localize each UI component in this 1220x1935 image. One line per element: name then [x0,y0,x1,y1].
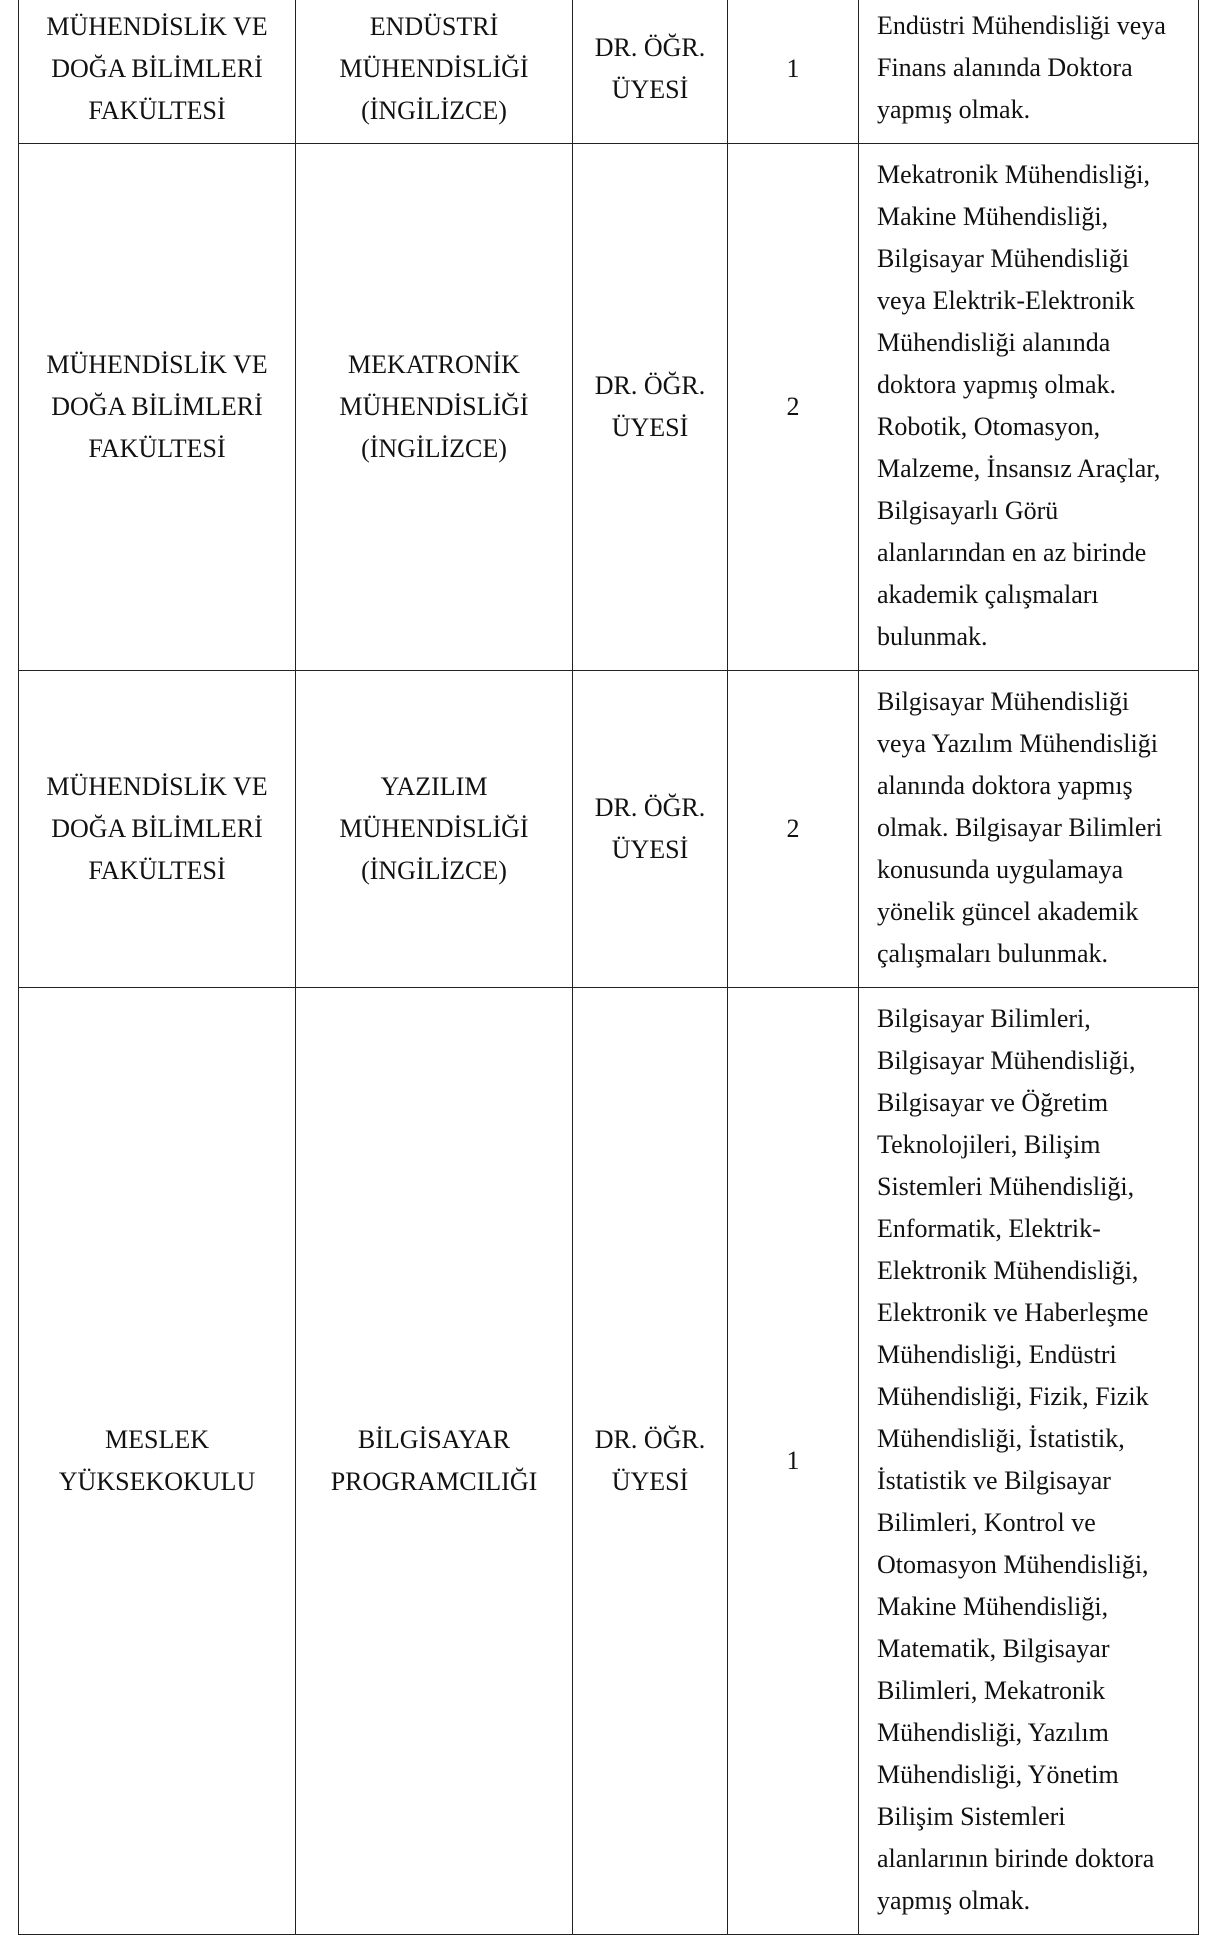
requirement-text: Mekatronik Mühendisliği, [877,160,1150,189]
positions-table [18,0,1199,1935]
title-cell [573,988,728,1935]
faculty-cell [19,0,296,144]
faculty-text: DOĞA BİLİMLERİ [51,814,263,843]
requirement-text: akademik çalışmaları [877,580,1099,609]
requirement-text: Endüstri Mühendisliği veya [877,11,1166,40]
department-cell [296,0,573,144]
requirement-text: Mühendisliği alanında [877,328,1111,357]
requirement-text: Malzeme, İnsansız Araçlar, [877,454,1161,483]
department-text: PROGRAMCILIĞI [330,1467,538,1496]
requirement-text: Finans alanında Doktora [877,53,1133,82]
table-row [19,144,1199,671]
faculty-text: DOĞA BİLİMLERİ [51,392,263,421]
requirement-text: Bilgisayar ve Öğretim [877,1088,1109,1117]
count-text: 2 [786,814,800,843]
requirement-text: Makine Mühendisliği, [877,1592,1109,1621]
faculty-cell [19,988,296,1935]
department-text: ENDÜSTRİ [369,12,499,41]
department-text: (İNGİLİZCE) [361,856,507,885]
requirement-text: Bilgisayar Bilimleri, [877,1004,1091,1033]
count-text: 1 [786,54,800,83]
department-text: MÜHENDİSLİĞİ [339,814,529,843]
requirement-text: alanında doktora yapmış [877,771,1133,800]
faculty-text: FAKÜLTESİ [88,96,226,125]
requirement-text: Makine Mühendisliği, [877,202,1109,231]
department-text: MÜHENDİSLİĞİ [339,54,529,83]
department-text: YAZILIM [380,772,488,801]
requirement-text: veya Yazılım Mühendisliği [877,729,1158,758]
faculty-text: FAKÜLTESİ [88,856,226,885]
requirement-text: doktora yapmış olmak. [877,370,1117,399]
requirement-text: Mühendisliği, Yazılım [877,1718,1109,1747]
table-row [19,671,1199,988]
requirement-text: veya Elektrik-Elektronik [877,286,1135,315]
requirement-text: Matematik, Bilgisayar [877,1634,1110,1663]
table-row [19,0,1199,144]
requirement-cell [859,988,1199,1935]
requirement-text: Mühendisliği, İstatistik, [877,1424,1125,1453]
title-text: ÜYESİ [611,1467,689,1496]
requirement-text: Otomasyon Mühendisliği, [877,1550,1149,1579]
requirement-text: alanlarının birinde doktora [877,1844,1155,1873]
title-text: DR. ÖĞR. [594,793,706,822]
count-cell [728,0,859,144]
department-text: MÜHENDİSLİĞİ [339,392,529,421]
faculty-text: YÜKSEKOKULU [58,1467,256,1496]
department-text: BİLGİSAYAR [357,1425,511,1454]
requirement-text: olmak. Bilgisayar Bilimleri [877,813,1163,842]
faculty-cell [19,144,296,671]
title-cell [573,0,728,144]
department-cell [296,988,573,1935]
faculty-text: MÜHENDİSLİK VE [46,12,268,41]
requirement-text: Bilişim Sistemleri [877,1802,1066,1831]
requirement-text: Bilgisayarlı Görü [877,496,1059,525]
faculty-text: DOĞA BİLİMLERİ [51,54,263,83]
requirement-text: bulunmak. [877,622,988,651]
count-cell [728,988,859,1935]
title-cell [573,671,728,988]
department-text: (İNGİLİZCE) [361,96,507,125]
requirement-text: Bilimleri, Kontrol ve [877,1508,1096,1537]
title-text: ÜYESİ [611,75,689,104]
count-text: 2 [786,392,800,421]
requirement-text: Sistemleri Mühendisliği, [877,1172,1135,1201]
faculty-text: FAKÜLTESİ [88,434,226,463]
requirement-text: Bilgisayar Mühendisliği, [877,1046,1136,1075]
table-row [19,988,1199,1935]
count-cell [728,144,859,671]
requirement-text: Mühendisliği, Fizik, Fizik [877,1382,1149,1411]
requirement-text: Mühendisliği, Yönetim [877,1760,1119,1789]
requirement-text: alanlarından en az birinde [877,538,1147,567]
department-cell [296,144,573,671]
department-text: MEKATRONİK [348,350,520,379]
title-text: DR. ÖĞR. [594,371,706,400]
title-text: DR. ÖĞR. [594,1425,706,1454]
title-cell [573,144,728,671]
requirement-text: Mühendisliği, Endüstri [877,1340,1117,1369]
requirement-text: yapmış olmak. [877,1886,1031,1915]
department-text: (İNGİLİZCE) [361,434,507,463]
department-cell [296,671,573,988]
requirement-text: İstatistik ve Bilgisayar [877,1466,1111,1495]
count-text: 1 [786,1446,800,1475]
faculty-text: MESLEK [105,1425,209,1454]
requirement-cell [859,671,1199,988]
requirement-text: yönelik güncel akademik [877,897,1139,926]
requirement-text: Elektronik ve Haberleşme [877,1298,1149,1327]
requirement-text: çalışmaları bulunmak. [877,939,1109,968]
faculty-text: MÜHENDİSLİK VE [46,772,268,801]
requirement-cell [859,144,1199,671]
requirement-text: Bilimleri, Mekatronik [877,1676,1106,1705]
requirement-text: Teknolojileri, Bilişim [877,1130,1101,1159]
faculty-cell [19,671,296,988]
table-body [19,0,1199,1935]
requirement-text: Bilgisayar Mühendisliği [877,687,1130,716]
requirement-text: konusunda uygulamaya [877,855,1124,884]
title-text: ÜYESİ [611,835,689,864]
faculty-text: MÜHENDİSLİK VE [46,350,268,379]
requirement-cell [859,0,1199,144]
requirement-text: Bilgisayar Mühendisliği [877,244,1130,273]
requirement-text: Robotik, Otomasyon, [877,412,1101,441]
requirement-text: Enformatik, Elektrik- [877,1214,1101,1243]
title-text: ÜYESİ [611,413,689,442]
requirement-text: yapmış olmak. [877,95,1031,124]
count-cell [728,671,859,988]
title-text: DR. ÖĞR. [594,33,706,62]
requirement-text: Elektronik Mühendisliği, [877,1256,1139,1285]
